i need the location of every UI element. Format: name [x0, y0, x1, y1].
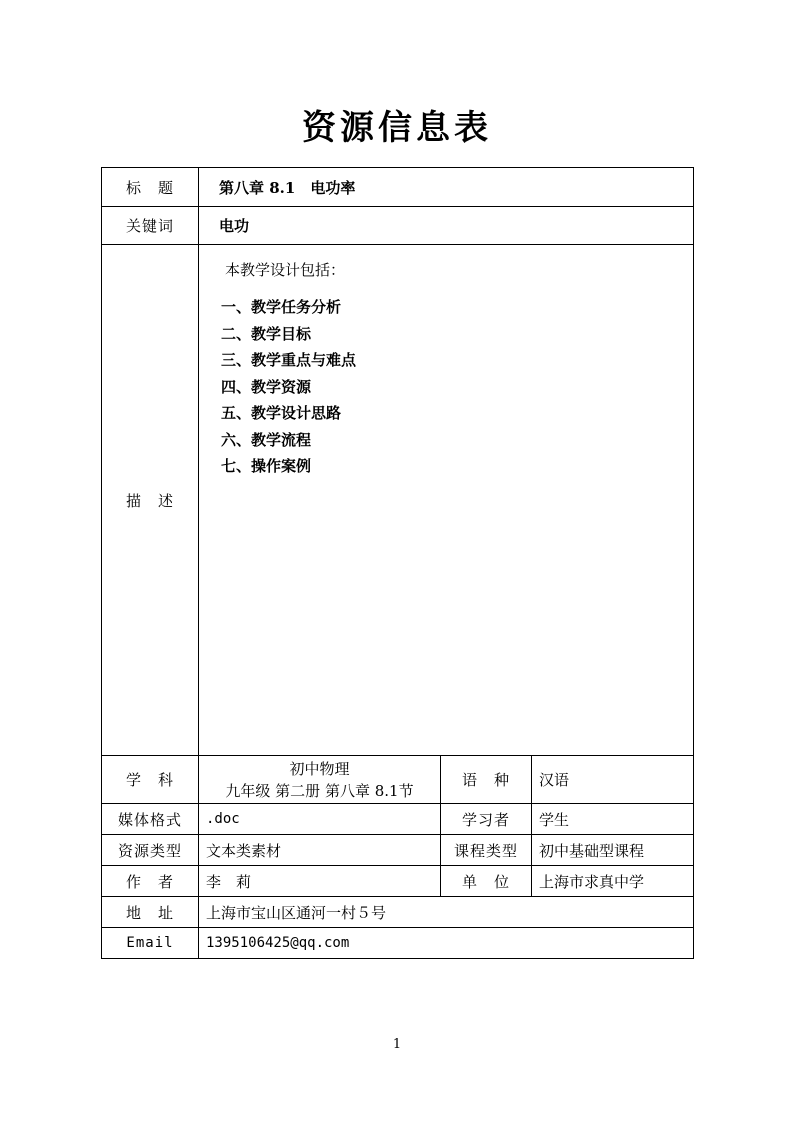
page-number: 1 — [392, 1037, 402, 1052]
description-intro: 本教学设计包括： — [225, 261, 346, 279]
address-row — [102, 897, 694, 928]
list-item: 五、教学设计思路 — [221, 404, 342, 422]
email-row — [102, 928, 694, 959]
title-value: 第八章 8.1 电功率 — [199, 168, 694, 207]
unit-value: 上海市求真中学 — [532, 866, 694, 897]
address-value: 上海市宝山区通河一村５号 — [199, 897, 694, 928]
learner-label: 学习者 — [441, 804, 532, 835]
subject-label: 学 科 — [102, 756, 199, 804]
keyword-row — [102, 207, 694, 245]
keyword-value: 电功 — [199, 207, 694, 245]
author-value: 李 莉 — [199, 866, 441, 897]
media-label: 媒体格式 — [102, 804, 199, 835]
address-label: 地 址 — [102, 897, 199, 928]
author-label: 作 者 — [102, 866, 199, 897]
description-row — [102, 245, 694, 756]
resource-info-table — [101, 167, 694, 959]
list-item: 六、教学流程 — [221, 430, 312, 449]
learner-value: 学生 — [532, 804, 694, 835]
list-item: 一、教学任务分析 — [221, 298, 342, 316]
language-label: 语 种 — [441, 756, 532, 804]
course-type-value: 初中基础型课程 — [532, 835, 694, 866]
keyword-label: 关键词 — [102, 207, 199, 245]
description-list — [221, 294, 693, 480]
resource-type-row — [102, 835, 694, 866]
subject-value-line2: 九年级 第二册 第八章 8.1节 — [225, 781, 414, 800]
email-value: 1395106425@qq.com — [199, 928, 694, 959]
resource-type-value: 文本类素材 — [199, 835, 441, 866]
description-content — [199, 245, 694, 756]
title-label: 标 题 — [102, 168, 199, 207]
course-type-label: 课程类型 — [441, 835, 532, 866]
document-title: 资源信息表 — [302, 108, 492, 148]
list-item: 七、操作案例 — [221, 457, 312, 475]
list-item: 四、教学资源 — [221, 377, 312, 396]
title-row — [102, 168, 694, 207]
email-label: Email — [102, 928, 199, 959]
list-item: 三、教学重点与难点 — [221, 351, 357, 369]
subject-row — [102, 756, 694, 804]
language-value: 汉语 — [532, 756, 694, 804]
resource-type-label: 资源类型 — [102, 835, 199, 866]
unit-label: 单 位 — [441, 866, 532, 897]
list-item: 二、教学目标 — [221, 324, 312, 343]
author-row — [102, 866, 694, 897]
media-value: .doc — [199, 804, 441, 835]
description-label: 描 述 — [102, 245, 199, 756]
media-row — [102, 804, 694, 835]
subject-value — [199, 756, 441, 804]
subject-value-line1: 初中物理 — [289, 759, 350, 778]
